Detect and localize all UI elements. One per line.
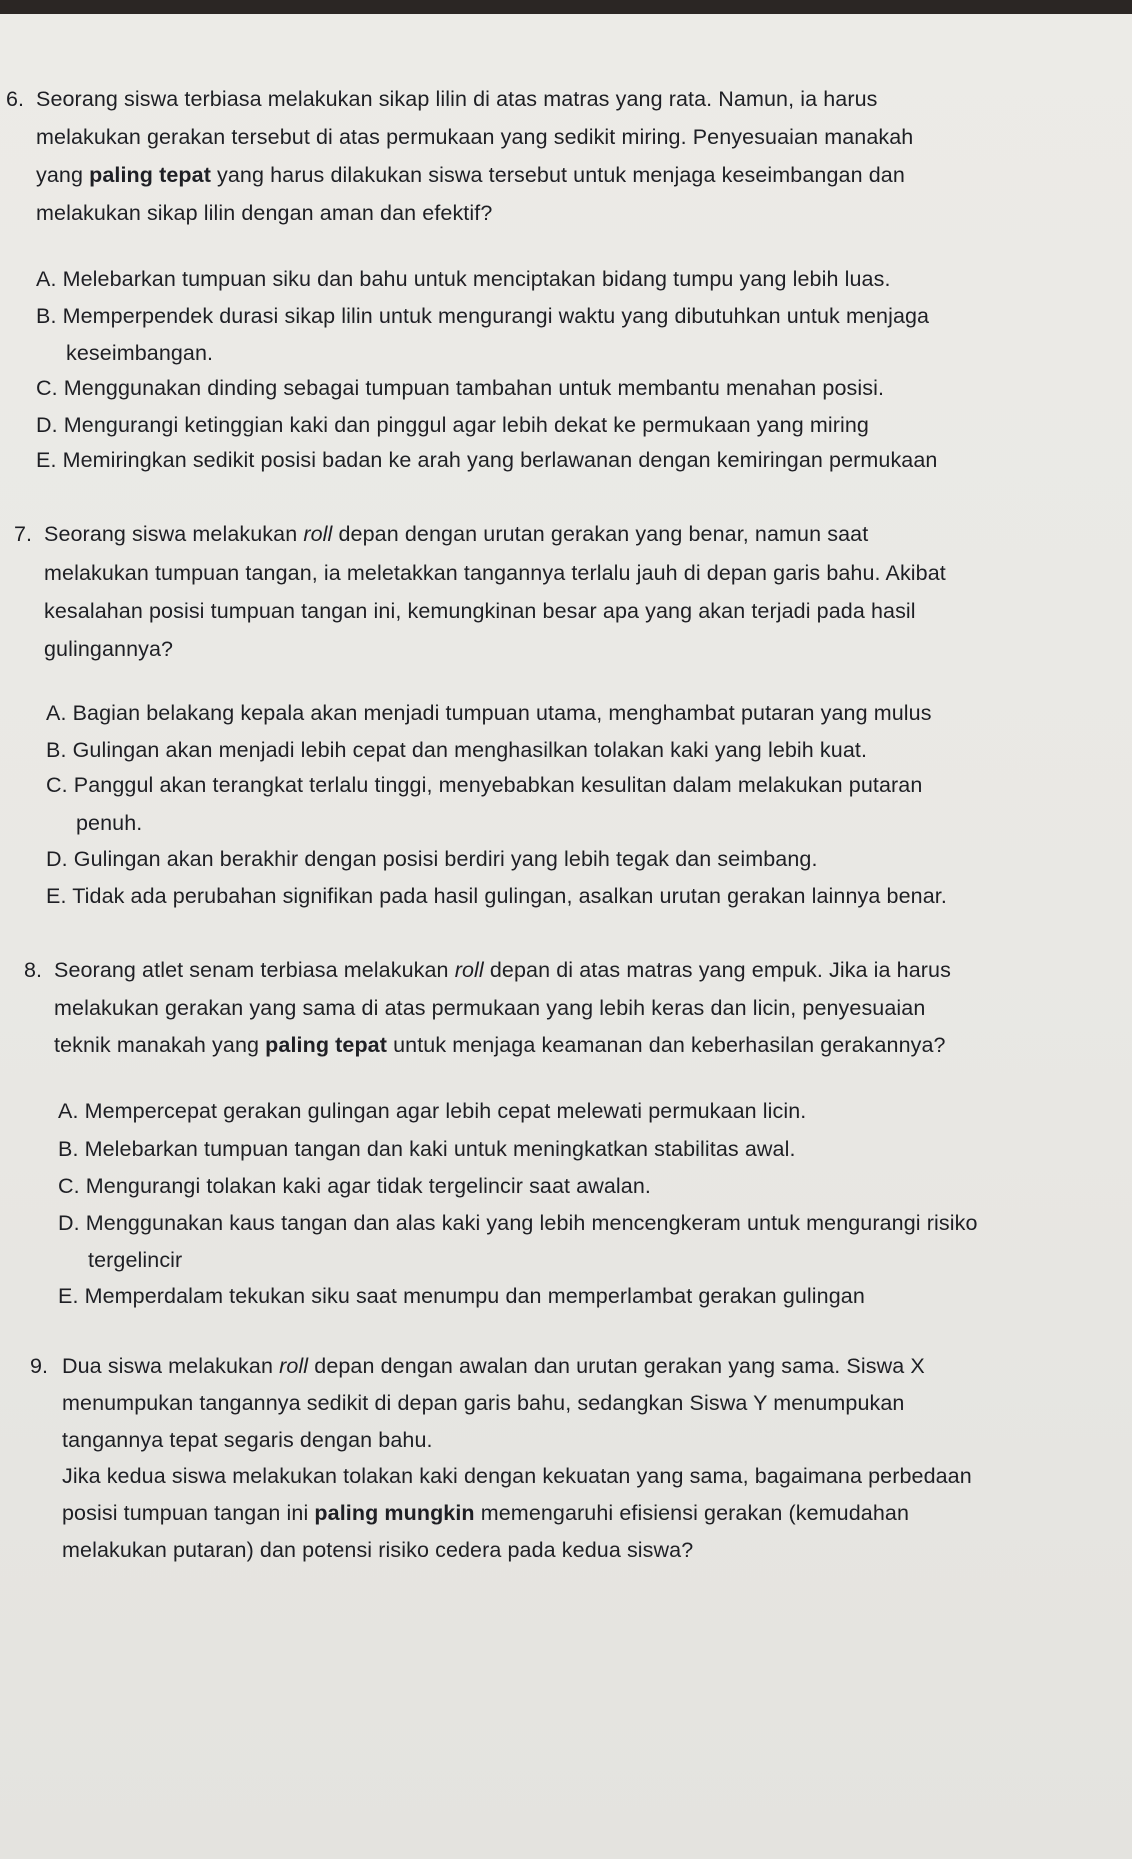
answer-option-d-continued: tergelincir — [88, 1248, 183, 1272]
answer-option-b[interactable]: B. Melebarkan tumpuan tangan dan kaki untuk meningkatkan stabilitas awal. — [58, 1137, 796, 1161]
answer-option-b[interactable]: B. Gulingan akan menjadi lebih cepat dan menghasilkan tolakan kaki yang lebih kuat. — [46, 738, 868, 762]
question-stem-line: teknik manakah yang paling tepat untuk menjaga keamanan dan keberhasilan gerakannya? — [54, 1033, 946, 1057]
answer-option-a[interactable]: A. Melebarkan tumpuan siku dan bahu untuk menciptakan bidang tumpu yang lebih luas. — [36, 267, 891, 291]
question-stem-line: melakukan tumpuan tangan, ia meletakkan tangannya terlalu jauh di depan garis bahu. Akibat — [44, 561, 946, 585]
question-number: 6. — [6, 87, 25, 111]
question-stem-line: melakukan sikap lilin dengan aman dan efektif? — [36, 201, 493, 225]
question-stem-line: posisi tumpuan tangan ini paling mungkin memengaruhi efisiensi gerakan (kemudahan — [62, 1501, 910, 1525]
answer-option-e[interactable]: E. Memiringkan sedikit posisi badan ke arah yang berlawanan dengan kemiringan permukaan — [36, 448, 938, 472]
answer-option-c-continued: penuh. — [76, 811, 143, 835]
question-stem-line: melakukan gerakan yang sama di atas permukaan yang lebih keras dan licin, penyesuaian — [54, 996, 926, 1020]
question-number: 8. — [24, 958, 43, 982]
answer-option-c[interactable]: C. Menggunakan dinding sebagai tumpuan tambahan untuk membantu menahan posisi. — [36, 376, 885, 400]
question-stem-line: kesalahan posisi tumpuan tangan ini, kemungkinan besar apa yang akan terjadi pada hasil — [44, 599, 916, 623]
answer-option-c[interactable]: C. Mengurangi tolakan kaki agar tidak tergelincir saat awalan. — [58, 1174, 651, 1198]
question-stem-line: menumpukan tangannya sedikit di depan garis bahu, sedangkan Siswa Y menumpukan — [62, 1391, 905, 1415]
question-stem-line: melakukan putaran) dan potensi risiko cedera pada kedua siswa? — [62, 1538, 694, 1562]
answer-option-a[interactable]: A. Mempercepat gerakan gulingan agar lebih cepat melewati permukaan licin. — [58, 1099, 807, 1123]
answer-option-e[interactable]: E. Tidak ada perubahan signifikan pada hasil gulingan, asalkan urutan gerakan lainnya benar. — [46, 884, 947, 908]
question-stem-line: tangannya tepat segaris dengan bahu. — [62, 1428, 433, 1452]
question-stem-line: Jika kedua siswa melakukan tolakan kaki dengan kekuatan yang sama, bagaimana perbedaan — [62, 1464, 972, 1488]
answer-option-a[interactable]: A. Bagian belakang kepala akan menjadi tumpuan utama, menghambat putaran yang mulus — [46, 701, 932, 725]
question-stem-line: Seorang siswa terbiasa melakukan sikap lilin di atas matras yang rata. Namun, ia harus — [36, 87, 878, 111]
question-number: 7. — [14, 522, 33, 546]
question-stem-line: melakukan gerakan tersebut di atas permukaan yang sedikit miring. Penyesuaian manakah — [36, 125, 914, 149]
question-stem-line: Seorang atlet senam terbiasa melakukan roll depan di atas matras yang empuk. Jika ia harus — [54, 958, 951, 982]
answer-option-e[interactable]: E. Memperdalam tekukan siku saat menumpu dan memperlambat gerakan gulingan — [58, 1284, 865, 1308]
question-stem-line: gulingannya? — [44, 637, 174, 661]
question-stem-line: yang paling tepat yang harus dilakukan siswa tersebut untuk menjaga keseimbangan dan — [36, 163, 905, 187]
question-stem-line: Seorang siswa melakukan roll depan dengan urutan gerakan yang benar, namun saat — [44, 522, 869, 546]
photo-top-edge — [0, 0, 1132, 14]
answer-option-d[interactable]: D. Menggunakan kaus tangan dan alas kaki yang lebih mencengkeram untuk mengurangi risiko — [58, 1211, 978, 1235]
answer-option-b[interactable]: B. Memperpendek durasi sikap lilin untuk mengurangi waktu yang dibutuhkan untuk menjaga — [36, 304, 930, 328]
question-number: 9. — [30, 1354, 49, 1378]
answer-option-d[interactable]: D. Mengurangi ketinggian kaki dan pinggul agar lebih dekat ke permukaan yang miring — [36, 413, 869, 437]
answer-option-d[interactable]: D. Gulingan akan berakhir dengan posisi berdiri yang lebih tegak dan seimbang. — [46, 847, 818, 871]
answer-option-b-continued: keseimbangan. — [66, 341, 214, 365]
answer-option-c[interactable]: C. Panggul akan terangkat terlalu tinggi, menyebabkan kesulitan dalam melakukan putaran — [46, 773, 923, 797]
question-stem-line: Dua siswa melakukan roll depan dengan awalan dan urutan gerakan yang sama. Siswa X — [62, 1354, 925, 1378]
